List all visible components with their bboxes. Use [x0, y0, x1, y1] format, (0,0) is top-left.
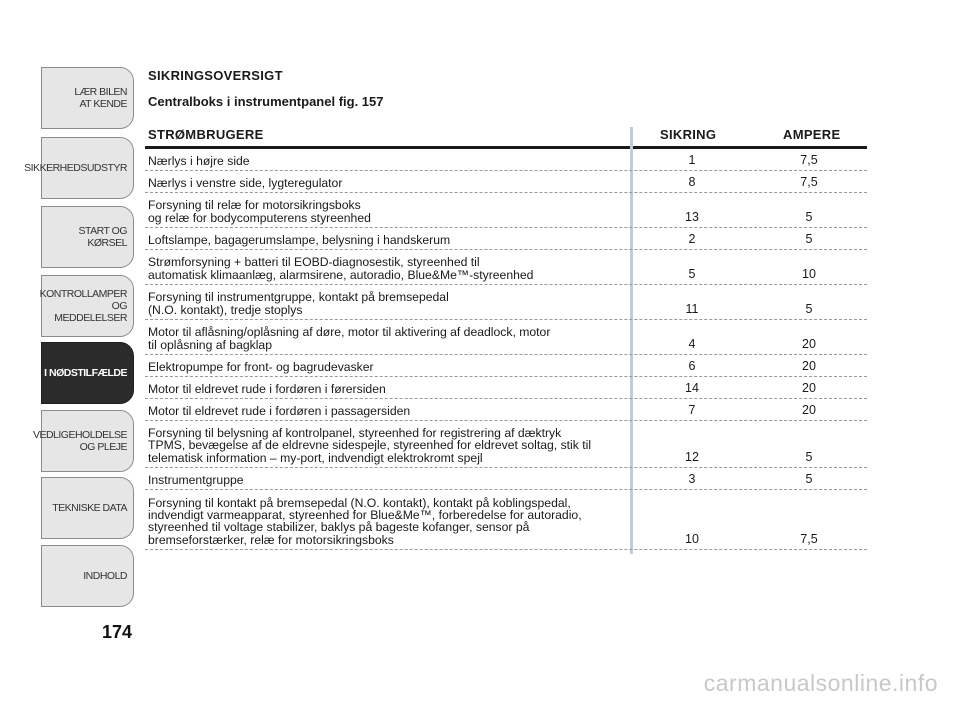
nav-tab-8[interactable]: INDHOLD	[41, 545, 134, 607]
consumer-description: Instrumentgruppe	[148, 472, 244, 487]
section-subtitle: Centralboks i instrumentpanel fig. 157	[148, 94, 384, 109]
ampere-value: 5	[805, 232, 813, 246]
fuse-number: 7	[688, 403, 696, 417]
consumer-description: Strømforsyning + batteri til EOBD-diagnosestik, styreenhed til automatisk klimaanlæg, alarmsirene, autoradio, Blue&Me™-styreenhed	[148, 255, 534, 282]
ampere-value: 20	[802, 359, 816, 373]
table-row	[145, 377, 867, 399]
fuse-number: 5	[688, 267, 696, 281]
consumer-description: Motor til eldrevet rude i fordøren i førersiden	[148, 381, 386, 396]
ampere-value: 7,5	[800, 532, 818, 546]
table-row	[145, 285, 867, 320]
fuse-number: 6	[688, 359, 696, 373]
fuse-number: 8	[688, 175, 696, 189]
consumer-description: Nærlys i højre side	[148, 153, 250, 168]
nav-tab-7[interactable]: TEKNISKE DATA	[41, 477, 134, 539]
nav-tab-3[interactable]: START OG KØRSEL	[41, 206, 134, 268]
fuse-number: 13	[685, 210, 699, 224]
section-title: SIKRINGSOVERSIGT	[148, 68, 283, 83]
nav-tab-4[interactable]: KONTROLLAMPER OG MEDDELELSER	[41, 275, 134, 337]
fuse-number: 12	[685, 450, 699, 464]
table-row	[145, 490, 867, 550]
page-number: 174	[102, 622, 133, 642]
ampere-value: 20	[802, 403, 816, 417]
column-header-ampere: AMPERE	[783, 127, 841, 142]
ampere-value: 20	[802, 337, 816, 351]
table-row	[145, 193, 867, 228]
fuse-number: 14	[685, 381, 699, 395]
fuse-number: 11	[685, 302, 699, 316]
table-row	[145, 149, 867, 171]
table-row	[145, 228, 867, 250]
fuse-number: 10	[685, 532, 699, 546]
consumer-description: Forsyning til relæ for motorsikringsboks og relæ for bodycomputerens styreenhed	[148, 198, 371, 225]
consumer-description: Loftslampe, bagagerumslampe, belysning i handskerum	[148, 232, 451, 247]
ampere-value: 10	[802, 267, 816, 281]
consumer-description: Nærlys i venstre side, lygteregulator	[148, 175, 343, 190]
consumer-description: Forsyning til instrumentgruppe, kontakt på bremsepedal (N.O. kontakt), tredje stoplys	[148, 290, 449, 317]
table-row	[145, 399, 867, 421]
ampere-value: 5	[805, 450, 813, 464]
table-row	[145, 468, 867, 490]
consumer-description: Elektropumpe for front- og bagrudevasker	[148, 359, 374, 374]
nav-tab-2[interactable]: SIKKERHEDSUDSTYR	[41, 137, 134, 199]
fuse-number: 1	[688, 153, 696, 167]
consumer-description: Motor til eldrevet rude i fordøren i passagersiden	[148, 403, 411, 418]
nav-tab-5[interactable]: I NØDSTILFÆLDE	[41, 342, 134, 404]
fuse-table	[145, 149, 867, 550]
fuse-number: 2	[688, 232, 696, 246]
fuse-number: 4	[688, 337, 696, 351]
fuse-number: 3	[688, 472, 696, 486]
consumer-description: Motor til aflåsning/oplåsning af døre, motor til aktivering af deadlock, motor til oplåsning af bagklap	[148, 325, 551, 352]
consumer-description: Forsyning til belysning af kontrolpanel, styreenhed for registrering af dæktryk TPMS, bevægelse af de eldrevne sidespejle, styreenhed for eldrevet soltag, stik til telematisk information – my-port, indvendigt elektrokromt spejl	[148, 426, 592, 465]
table-row	[145, 250, 867, 285]
table-row	[145, 421, 867, 468]
table-row	[145, 171, 867, 193]
ampere-value: 5	[805, 472, 813, 486]
ampere-value: 7,5	[800, 153, 818, 167]
ampere-value: 7,5	[800, 175, 818, 189]
table-row	[145, 320, 867, 355]
ampere-value: 20	[802, 381, 816, 395]
watermark: carmanualsonline.info	[703, 670, 938, 696]
ampere-value: 5	[805, 210, 813, 224]
column-header-fuse: SIKRING	[660, 127, 717, 142]
consumer-description: Forsyning til kontakt på bremsepedal (N.O. kontakt), kontakt på koblingspedal, indvendigt varmeapparat, styreenhed for Blue&Me™, forberedelse for autoradio, styreenhed til voltage stabilizer, baklys på bageste kofanger, sensor på bremseforstærker, relæ for motorsikringsboks	[148, 495, 582, 547]
ampere-value: 5	[805, 302, 813, 316]
nav-tab-6[interactable]: VEDLIGEHOLDELSE OG PLEJE	[41, 410, 134, 472]
table-row	[145, 355, 867, 377]
column-header-consumer: STRØMBRUGERE	[148, 127, 264, 142]
nav-tab-1[interactable]: LÆR BILEN AT KENDE	[41, 67, 134, 129]
